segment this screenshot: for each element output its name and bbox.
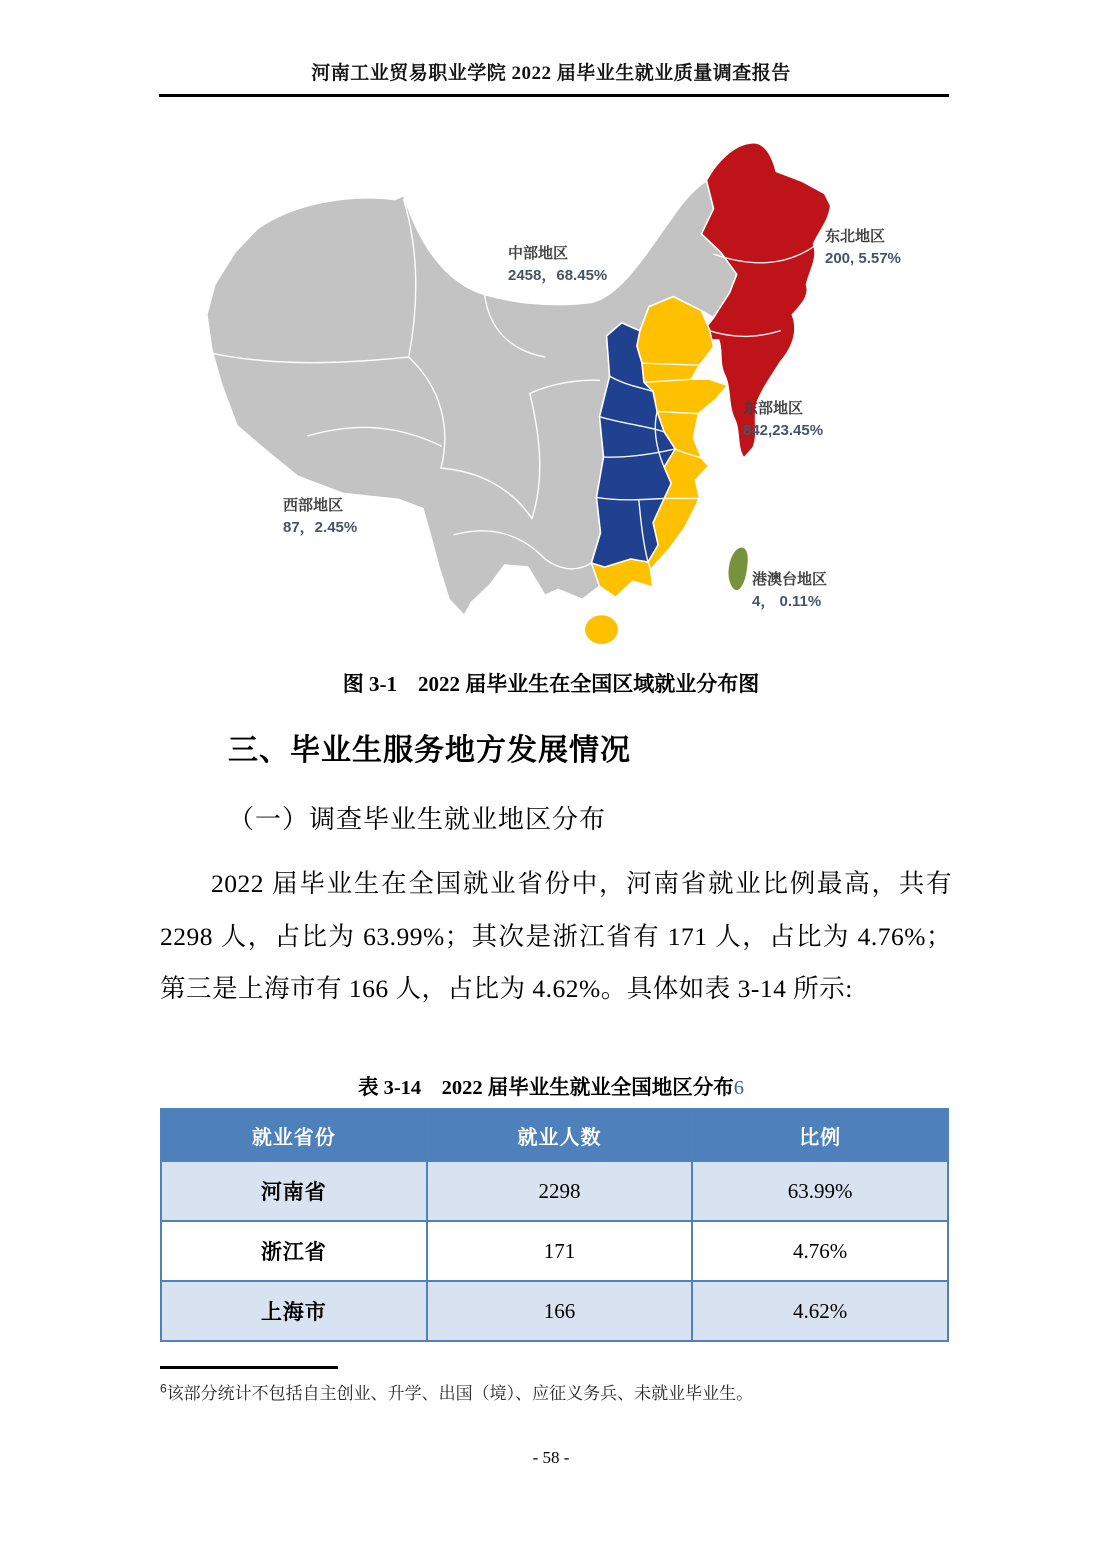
col-header-province: 就业省份	[161, 1109, 427, 1161]
cell-province: 上海市	[161, 1281, 427, 1341]
subsection-heading: （一）调查毕业生就业地区分布	[228, 805, 607, 834]
region-value: 87，2.45%	[283, 519, 358, 536]
body-paragraph: 2022 届毕业生在全国就业省份中，河南省就业比例最高，共有 2298 人，占比为 63.99%；其次是浙江省有 171 人，占比为 4.76%；第三是上海市有 166 人，占比为 4.62%。具体如表 3-14 所示:	[160, 869, 952, 1003]
region-value: 842,23.45%	[743, 422, 824, 439]
cell-province: 河南省	[161, 1161, 427, 1221]
col-header-count: 就业人数	[427, 1109, 693, 1161]
map-label-northeast	[825, 226, 901, 270]
table-caption-text: 表 3-14 2022 届毕业生就业全国地区分布	[357, 1077, 734, 1099]
figure-caption: 图 3-1 2022 届毕业生在全国区域就业分布图	[342, 672, 760, 696]
footnote	[160, 1379, 960, 1404]
header-divider	[159, 94, 949, 97]
region-name: 东北地区	[825, 228, 886, 245]
section-heading: 三、毕业生服务地方发展情况	[228, 734, 631, 767]
cell-ratio: 63.99%	[692, 1161, 948, 1221]
cell-ratio: 4.62%	[692, 1281, 948, 1341]
region-value: 2458，68.45%	[508, 267, 608, 284]
footnote-marker: 6	[160, 1381, 167, 1396]
map-label-west	[283, 495, 357, 539]
region-name: 西部地区	[283, 497, 344, 514]
map-region-taiwan	[728, 547, 748, 590]
region-name: 东部地区	[743, 400, 804, 417]
table-header-row	[161, 1109, 948, 1161]
cell-count: 166	[427, 1281, 693, 1341]
col-header-ratio: 比例	[692, 1109, 948, 1161]
region-value: 4， 0.11%	[752, 593, 822, 610]
map-label-east	[743, 398, 823, 442]
table-footnote-ref: 6	[733, 1077, 745, 1099]
table-row	[161, 1221, 948, 1281]
table-row	[161, 1161, 948, 1221]
cell-count: 171	[427, 1221, 693, 1281]
map-hainan-island	[584, 615, 618, 645]
footnote-divider	[160, 1366, 338, 1369]
region-name: 中部地区	[508, 245, 569, 262]
china-region-map	[195, 133, 901, 668]
map-label-central	[508, 243, 607, 287]
table-row	[161, 1281, 948, 1341]
cell-count: 2298	[427, 1161, 693, 1221]
map-label-hmt	[752, 569, 827, 613]
table-caption	[0, 1070, 1102, 1100]
page-header-title: 河南工业贸易职业学院 2022 届毕业生就业质量调查报告	[311, 63, 791, 84]
cell-ratio: 4.76%	[692, 1221, 948, 1281]
page-number: - 58 -	[532, 1448, 570, 1467]
region-value: 200, 5.57%	[825, 250, 901, 267]
footnote-text: 该部分统计不包括自主创业、升学、出国（境）、应征义务兵、未就业毕业生。	[166, 1384, 754, 1403]
employment-region-table	[160, 1108, 949, 1342]
cell-province: 浙江省	[161, 1221, 427, 1281]
region-name: 港澳台地区	[752, 571, 828, 588]
